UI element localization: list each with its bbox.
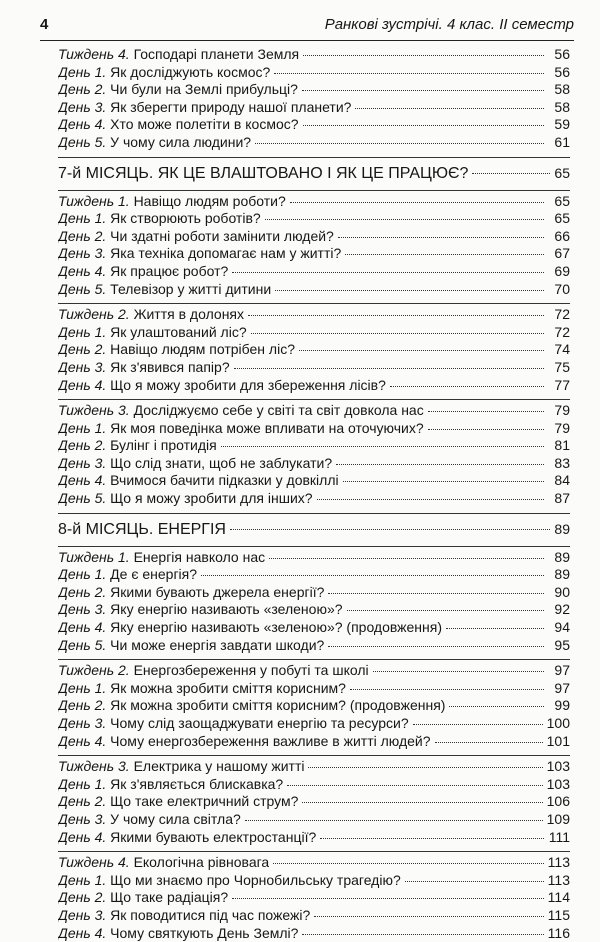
section-divider <box>58 851 570 852</box>
dot-leader <box>232 272 544 273</box>
toc-day-entry <box>58 889 570 907</box>
dot-leader <box>347 610 544 611</box>
toc-entry-text: Досліджуємо себе у світі та світ довкола нас <box>133 402 424 419</box>
toc-page-number: 56 <box>554 63 570 80</box>
toc-page-number: 92 <box>554 601 570 618</box>
dot-leader <box>435 742 543 743</box>
page-number: 4 <box>40 16 49 33</box>
toc-entry-text: Як моя поведінка може впливати на оточуючих? <box>110 419 424 436</box>
toc-entry-text: Яку енергію називають «зеленою»? (продовження) <box>110 619 443 636</box>
toc-page-number: 59 <box>554 116 570 133</box>
dot-leader <box>355 108 544 109</box>
toc-entry-title <box>58 341 295 359</box>
dot-leader <box>302 934 543 935</box>
toc-entry-title <box>58 889 228 907</box>
dot-leader <box>317 499 544 500</box>
toc-entry-title <box>58 662 369 680</box>
dot-leader <box>302 90 544 91</box>
dot-leader <box>274 73 544 74</box>
toc-entry-title <box>58 697 445 715</box>
toc-entry-lead: День 1. <box>58 419 107 436</box>
toc-page-number: 94 <box>554 619 570 636</box>
toc-entry-title <box>58 281 271 299</box>
section-divider <box>58 659 570 660</box>
toc-day-entry <box>58 341 570 359</box>
toc-entry-text: Де є енергія? <box>110 566 198 583</box>
toc-day-entry <box>58 472 570 490</box>
dot-leader <box>373 671 544 672</box>
toc-entry-title <box>58 263 228 281</box>
toc-page-number: 101 <box>546 732 570 749</box>
toc-entry-text: Навіщо людям роботи? <box>133 192 286 209</box>
toc-page-number: 61 <box>554 133 570 150</box>
toc-page-number: 58 <box>554 98 570 115</box>
toc-week-entry <box>58 758 570 776</box>
toc-day-entry <box>58 566 570 584</box>
toc-day-entry <box>58 281 570 299</box>
toc-entry-text: Телевізор у житті дитини <box>110 280 272 297</box>
toc-day-entry <box>58 245 570 263</box>
month-title: 8-й МІСЯЦЬ. ЕНЕРГІЯ <box>58 520 226 538</box>
toc-entry-lead: Тиждень 1. <box>58 192 130 209</box>
toc-entry-text: Навіщо людям потрібен ліс? <box>110 341 295 358</box>
dot-leader <box>413 724 543 725</box>
dot-leader <box>234 368 544 369</box>
toc-day-entry <box>58 872 570 890</box>
toc-entry-text: Чи може енергія завдати шкоди? <box>110 636 325 653</box>
toc-entry-title <box>58 377 386 395</box>
toc-page-number: 79 <box>554 419 570 436</box>
toc-page-number: 72 <box>554 306 570 323</box>
toc-entry-lead: День 4. <box>58 116 107 133</box>
toc-day-entry <box>58 81 570 99</box>
toc-entry-text: Що я можу зробити для збереження лісів? <box>110 376 386 393</box>
toc-day-entry <box>58 263 570 281</box>
toc-page-number: 89 <box>554 520 570 537</box>
toc-page-number: 74 <box>554 341 570 358</box>
toc-entry-title <box>58 245 341 263</box>
toc-page-number: 103 <box>546 758 570 775</box>
dot-leader <box>251 333 544 334</box>
toc-entry-title <box>58 637 324 655</box>
toc-entry-text: Хто може полетіти в космос? <box>110 116 299 133</box>
toc-entry-lead: Тиждень 4. <box>58 854 130 871</box>
toc-entry-text: Як з'являється блискавка? <box>110 775 284 792</box>
dot-leader <box>273 863 543 864</box>
toc-entry-lead: День 2. <box>58 583 107 600</box>
toc-day-entry <box>58 324 570 342</box>
toc-entry-title <box>58 925 298 942</box>
toc-page-number: 67 <box>554 245 570 262</box>
toc-entry-title <box>58 715 409 733</box>
toc-page-number: 87 <box>554 490 570 507</box>
toc-entry-title <box>58 437 217 455</box>
dot-leader <box>472 173 550 174</box>
toc-week-entry <box>58 46 570 64</box>
toc-entry-title <box>58 64 270 82</box>
dot-leader <box>255 143 544 144</box>
toc-entry-lead: День 1. <box>58 679 107 696</box>
toc-entry-text: Як улаштований ліс? <box>110 323 247 340</box>
toc-entry-lead: День 5. <box>58 280 107 297</box>
dot-leader <box>428 429 544 430</box>
toc-day-entry <box>58 437 570 455</box>
toc-entry-text: Життя в долонях <box>133 306 245 323</box>
toc-week-entry <box>58 662 570 680</box>
dot-leader <box>245 820 543 821</box>
toc-entry-lead: День 4. <box>58 472 107 489</box>
toc-entry-text: Яка техніка допомагає нам у житті? <box>110 245 342 262</box>
toc-entry-text: Як працює робот? <box>110 262 229 279</box>
toc-entry-title <box>58 584 324 602</box>
dot-leader <box>390 386 544 387</box>
toc-entry-text: Що ми знаємо про Чорнобильську трагедію? <box>110 871 401 888</box>
toc-entry-lead: День 5. <box>58 490 107 507</box>
toc-entry-lead: День 4. <box>58 732 107 749</box>
toc-entry-title <box>58 420 424 438</box>
toc-entry-title <box>58 733 431 751</box>
dot-leader <box>303 55 544 56</box>
toc-page-number: 66 <box>554 227 570 244</box>
toc-entry-lead: День 3. <box>58 810 107 827</box>
section-divider <box>58 755 570 756</box>
toc-entry-title <box>58 680 346 698</box>
toc-entry-title <box>58 566 197 584</box>
toc-entry-text: Що слід знати, щоб не заблукати? <box>110 454 333 471</box>
toc-entry-lead: Тиждень 3. <box>58 758 130 775</box>
toc-day-entry <box>58 377 570 395</box>
toc-entry-lead: День 3. <box>58 454 107 471</box>
toc-day-entry <box>58 811 570 829</box>
toc-entry-text: Булінг і протидія <box>110 437 217 454</box>
toc-entry-text: Енергозбереження у побуті та школі <box>133 662 369 679</box>
toc-entry-title <box>58 829 316 847</box>
toc-entry-title <box>58 402 424 420</box>
toc-entry-title <box>58 490 313 508</box>
toc-entry-text: Якими бувають джерела енергії? <box>110 583 325 600</box>
dot-leader <box>269 558 544 559</box>
dot-leader <box>287 785 542 786</box>
month-title: 7-й МІСЯЦЬ. ЯК ЦЕ ВЛАШТОВАНО І ЯК ЦЕ ПРАЦЮЄ? <box>58 164 469 182</box>
toc-entry-text: Чи здатні роботи замінити людей? <box>110 227 334 244</box>
toc-entry-lead: День 1. <box>58 871 107 888</box>
toc-entry-lead: День 2. <box>58 793 107 810</box>
toc-page-number: 111 <box>548 828 570 845</box>
toc-entry-title <box>58 455 332 473</box>
toc-entry-text: У чому сила світла? <box>110 810 241 827</box>
toc-day-entry <box>58 490 570 508</box>
toc-day-entry <box>58 64 570 82</box>
toc-day-entry <box>58 99 570 117</box>
toc-day-entry <box>58 637 570 655</box>
toc-page-number: 77 <box>554 376 570 393</box>
toc-entry-lead: День 1. <box>58 210 107 227</box>
dot-leader <box>446 628 544 629</box>
dot-leader <box>320 838 544 839</box>
toc-entry-text: Як з'явився папір? <box>110 358 230 375</box>
toc-day-entry <box>58 680 570 698</box>
dot-leader <box>201 575 544 576</box>
toc-entry-text: Що таке електричний струм? <box>110 793 299 810</box>
toc-entry-title <box>58 776 283 794</box>
page-header <box>40 14 574 41</box>
toc-day-entry <box>58 420 570 438</box>
toc-day-entry <box>58 793 570 811</box>
toc-entry-lead: День 1. <box>58 323 107 340</box>
toc-entry-lead: День 4. <box>58 619 107 636</box>
toc-page-number: 65 <box>554 164 570 181</box>
dot-leader <box>248 315 544 316</box>
toc-day-entry <box>58 697 570 715</box>
dot-leader <box>345 254 544 255</box>
toc-entry-text: Господарі планети Земля <box>133 46 300 62</box>
toc-entry-text: Що я можу зробити для інших? <box>110 490 313 507</box>
toc-entry-lead: День 2. <box>58 227 107 244</box>
toc-entry-lead: День 3. <box>58 906 107 923</box>
toc-entry-title <box>58 46 299 64</box>
toc-entry-lead: Тиждень 2. <box>58 306 130 323</box>
toc-entry-lead: День 4. <box>58 376 107 393</box>
toc-entry-text: Електрика у нашому житті <box>133 758 305 775</box>
toc-page-number: 114 <box>547 889 570 906</box>
toc-entry-lead: День 5. <box>58 636 107 653</box>
toc-entry-text: Як створюють роботів? <box>110 210 261 227</box>
toc-entry-title <box>58 811 241 829</box>
dot-leader <box>302 802 542 803</box>
toc-page-number: 83 <box>554 454 570 471</box>
toc-entry-title <box>58 758 304 776</box>
toc-entry-lead: Тиждень 4. <box>58 46 130 62</box>
section-divider <box>58 546 570 547</box>
toc-page-number: 75 <box>554 358 570 375</box>
toc-entry-lead: День 3. <box>58 715 107 731</box>
dot-leader <box>275 290 544 291</box>
toc-entry-lead: День 3. <box>58 245 107 262</box>
toc-week-entry <box>58 193 570 211</box>
toc-page-number: 72 <box>554 323 570 340</box>
toc-entry-title <box>58 134 251 152</box>
toc-page-number: 95 <box>554 636 570 653</box>
toc-day-entry <box>58 776 570 794</box>
toc-entry-text: Яку енергію називають «зеленою»? <box>110 601 343 618</box>
toc-day-entry <box>58 228 570 246</box>
toc-entry-lead: День 4. <box>58 924 107 941</box>
toc-week-entry <box>58 854 570 872</box>
toc-day-entry <box>58 116 570 134</box>
toc-entry-lead: Тиждень 1. <box>58 548 130 565</box>
toc-page-number: 100 <box>546 715 570 731</box>
dot-leader <box>336 464 544 465</box>
toc-month-heading <box>58 518 570 541</box>
toc-entry-title <box>58 210 261 228</box>
dot-leader <box>449 706 544 707</box>
toc-entry-title <box>58 306 244 324</box>
dot-leader <box>328 646 544 647</box>
toc-entry-title <box>58 116 299 134</box>
toc-entry-lead: День 4. <box>58 828 107 845</box>
toc-page-number: 103 <box>546 775 570 792</box>
toc-page-number: 116 <box>547 924 570 941</box>
toc-day-entry <box>58 134 570 152</box>
toc-day-entry <box>58 829 570 847</box>
toc-page-number: 84 <box>554 472 570 489</box>
toc-entry-title <box>58 619 442 637</box>
toc-page-number: 79 <box>554 402 570 419</box>
toc-day-entry <box>58 359 570 377</box>
toc-page-number: 70 <box>554 280 570 297</box>
toc-entry-lead: День 3. <box>58 601 107 618</box>
toc-entry-lead: Тиждень 3. <box>58 402 130 419</box>
toc-entry-lead: Тиждень 2. <box>58 662 130 679</box>
section-divider <box>58 157 570 158</box>
toc-entry-title <box>58 359 230 377</box>
toc-entry-lead: День 3. <box>58 358 107 375</box>
dot-leader <box>338 237 544 238</box>
toc-entry-title <box>58 193 286 211</box>
toc-entry-text: Як зберегти природу нашої планети? <box>110 98 352 115</box>
toc-entry-title <box>58 472 339 490</box>
toc-entry-lead: День 4. <box>58 262 107 279</box>
dot-leader <box>290 202 544 203</box>
toc-week-entry <box>58 402 570 420</box>
toc-entry-title <box>58 601 343 619</box>
toc-entry-text: Вчимося бачити підказки у довкіллі <box>110 472 339 489</box>
toc-entry-text: Чи були на Землі прибульці? <box>110 81 298 98</box>
toc-entry-title <box>58 907 310 925</box>
toc-entry-text: Екологічна рівновага <box>133 854 270 871</box>
toc-page-number: 56 <box>554 46 570 62</box>
dot-leader <box>328 593 544 594</box>
toc-entry-lead: День 1. <box>58 775 107 792</box>
toc-page-number: 106 <box>546 793 570 810</box>
toc-entry-title <box>58 99 351 117</box>
toc-entry-lead: День 3. <box>58 98 107 115</box>
dot-leader <box>232 898 544 899</box>
toc-page-number: 58 <box>554 81 570 98</box>
toc-entry-title <box>58 324 247 342</box>
toc-entry-lead: День 2. <box>58 889 107 906</box>
toc-entry-lead: День 5. <box>58 133 107 150</box>
dot-leader <box>308 767 542 768</box>
toc-page-number: 113 <box>547 871 570 888</box>
toc-day-entry <box>58 733 570 751</box>
toc-entry-title <box>58 793 298 811</box>
toc-page-number: 115 <box>547 906 570 923</box>
toc-page-number: 69 <box>554 262 570 279</box>
toc-entry-lead: День 2. <box>58 341 107 358</box>
toc-entry-title <box>58 872 401 890</box>
section-divider <box>58 303 570 304</box>
toc-page-number: 97 <box>554 679 570 696</box>
toc-page-number: 90 <box>554 583 570 600</box>
toc-entry-title <box>58 81 298 99</box>
table-of-contents <box>58 46 570 942</box>
dot-leader <box>299 350 544 351</box>
section-divider <box>58 399 570 400</box>
dot-leader <box>221 446 544 447</box>
toc-day-entry <box>58 925 570 942</box>
toc-entry-lead: День 2. <box>58 81 107 98</box>
toc-entry-title <box>58 854 269 872</box>
toc-entry-lead: День 2. <box>58 697 107 714</box>
toc-page-number: 99 <box>554 697 570 714</box>
toc-day-entry <box>58 619 570 637</box>
section-divider <box>58 513 570 514</box>
running-title: Ранкові зустрічі. 4 клас. ІІ семестр <box>324 16 574 33</box>
section-divider <box>58 190 570 191</box>
toc-page-number: 81 <box>554 437 570 454</box>
toc-day-entry <box>58 455 570 473</box>
toc-entry-text: Що таке радіація? <box>110 889 229 906</box>
toc-week-entry <box>58 306 570 324</box>
dot-leader <box>350 689 544 690</box>
toc-page-number: 113 <box>547 854 570 871</box>
toc-page-number: 65 <box>554 210 570 227</box>
toc-entry-title <box>58 549 265 567</box>
toc-day-entry <box>58 907 570 925</box>
toc-entry-text: Чому енергозбереження важливе в житті людей? <box>110 732 431 749</box>
dot-leader <box>343 481 544 482</box>
dot-leader <box>405 881 544 882</box>
toc-day-entry <box>58 584 570 602</box>
toc-entry-text: Як можна зробити сміття корисним? <box>110 679 346 696</box>
dot-leader <box>303 125 544 126</box>
toc-entry-lead: День 1. <box>58 63 107 80</box>
dot-leader <box>230 529 550 530</box>
toc-entry-text: Як досліджують космос? <box>110 63 271 80</box>
toc-entry-title <box>58 228 334 246</box>
dot-leader <box>265 219 544 220</box>
toc-page-number: 89 <box>554 566 570 583</box>
dot-leader <box>314 916 543 917</box>
toc-week-entry <box>58 549 570 567</box>
toc-day-entry <box>58 601 570 619</box>
toc-entry-text: Чому святкують День Землі? <box>110 924 299 941</box>
toc-page-number: 65 <box>554 192 570 209</box>
toc-day-entry <box>58 210 570 228</box>
dot-leader <box>428 411 544 412</box>
toc-entry-text: Як можна зробити сміття корисним? (продовження) <box>110 697 446 714</box>
toc-day-entry <box>58 715 570 733</box>
toc-entry-text: Чому слід заощаджувати енергію та ресурси? <box>110 715 409 731</box>
toc-month-heading <box>58 162 570 185</box>
toc-entry-text: Як поводитися під час пожежі? <box>110 906 311 923</box>
toc-entry-text: Енергія навколо нас <box>133 548 266 565</box>
toc-page-number: 89 <box>554 548 570 565</box>
toc-entry-lead: День 1. <box>58 566 107 583</box>
toc-page-number: 97 <box>554 662 570 679</box>
toc-page-number: 109 <box>546 810 570 827</box>
toc-entry-lead: День 2. <box>58 437 107 454</box>
toc-entry-text: У чому сила людини? <box>110 133 252 150</box>
toc-entry-text: Якими бувають електростанції? <box>110 828 317 845</box>
